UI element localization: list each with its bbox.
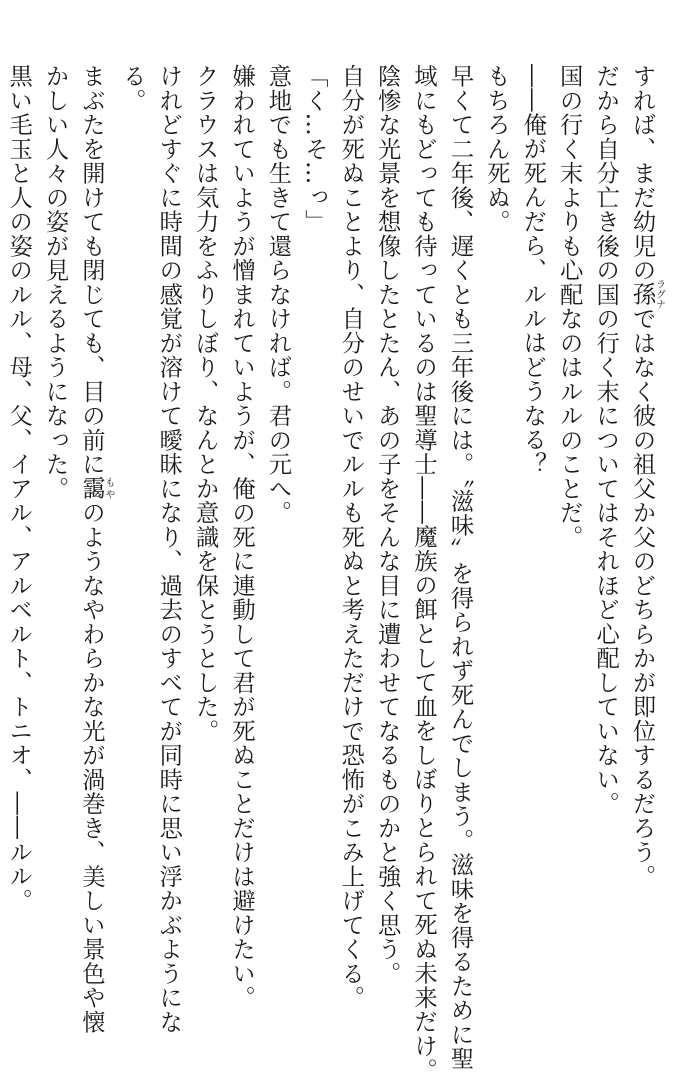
vertical-body-text [0, 64, 665, 1083]
text-segment: 黒い毛玉と人の姿のルル、母、父、イアル、アルベルト、トニオ、――ルル。 [5, 64, 33, 913]
text-segment: 嫌われていようが憎まれていようが、俺の死に連動して君が死ぬことだけは避けたい。 [228, 64, 256, 1010]
text-segment: だから自分亡き後の国の行く末についてはそれほど心配していない。 [592, 64, 620, 816]
text-segment: のようなやわらかな光が渦巻き、美しい景色や懐 [77, 500, 105, 1034]
text-line [514, 64, 550, 964]
text-segment: 域にもどっても待っているのは聖導士――魔族の餌として血をしぼりとられて死ぬ未来だけ。 [410, 64, 438, 1083]
text-line [186, 64, 222, 964]
text-line [150, 64, 186, 1034]
text-line [441, 64, 477, 1071]
text-line [405, 64, 441, 1083]
text-line [550, 64, 586, 964]
text-line [332, 64, 368, 1010]
ruby-reading: もや [102, 476, 114, 501]
ruby-base: 靄 [77, 476, 105, 501]
text-segment: 早くて二年後、遅くとも三年後には。〝滋味〟を得られず死んでしまう。滋味を得るために聖 [446, 64, 474, 1071]
text-segment: 自分が死ぬことより、自分のせいでルルも死ぬと考えただけで恐怖がこみ上げてくる。 [337, 64, 365, 1010]
text-line [295, 64, 331, 964]
ruby-reading: ラグナ [653, 279, 665, 310]
text-line [368, 64, 404, 986]
text-line [587, 64, 623, 964]
text-segment: もちろん死ぬ。 [482, 64, 510, 234]
text-line [113, 64, 149, 964]
text-segment: まぶたを開けても閉じても、目の前に [77, 64, 105, 477]
text-segment: 国の行く末よりも心配なのはルルのことだ。 [555, 64, 583, 549]
ruby-annotation [628, 279, 665, 310]
text-segment: る。 [118, 64, 146, 113]
text-line [36, 64, 72, 964]
text-line [0, 64, 36, 964]
text-line [73, 64, 114, 1034]
text-segment: すれば、まだ幼児の [628, 64, 656, 283]
text-segment: けれどすぐに時間の感覚が溶けて曖昧になり、過去のすべてが同時に思い浮かぶようにな [155, 64, 183, 1034]
text-segment: 意地でも生きて還らなければ。君の元へ。 [264, 64, 292, 525]
text-line [259, 64, 295, 964]
text-segment: かしい人々の姿が見えるようになった。 [41, 64, 69, 501]
text-line [623, 64, 664, 964]
text-segment: 陰惨な光景を想像したとたん、あの子をそんな目に遭わせてなるものかと強く思う。 [373, 64, 401, 986]
text-segment: クラウスは気力をふりしぼり、なんとか意識を保とうとした。 [191, 64, 219, 743]
ruby-annotation [77, 476, 114, 501]
text-segment: 「く…そ…っ」 [300, 64, 328, 234]
text-line [477, 64, 513, 964]
text-line [223, 64, 259, 1010]
ruby-base: 孫 [628, 279, 656, 310]
text-segment: ――俺が死んだら、ルルはどうなる？ [519, 64, 547, 477]
text-segment: ではなく彼の祖父か父のどちらかが即位するだろう。 [628, 306, 656, 889]
